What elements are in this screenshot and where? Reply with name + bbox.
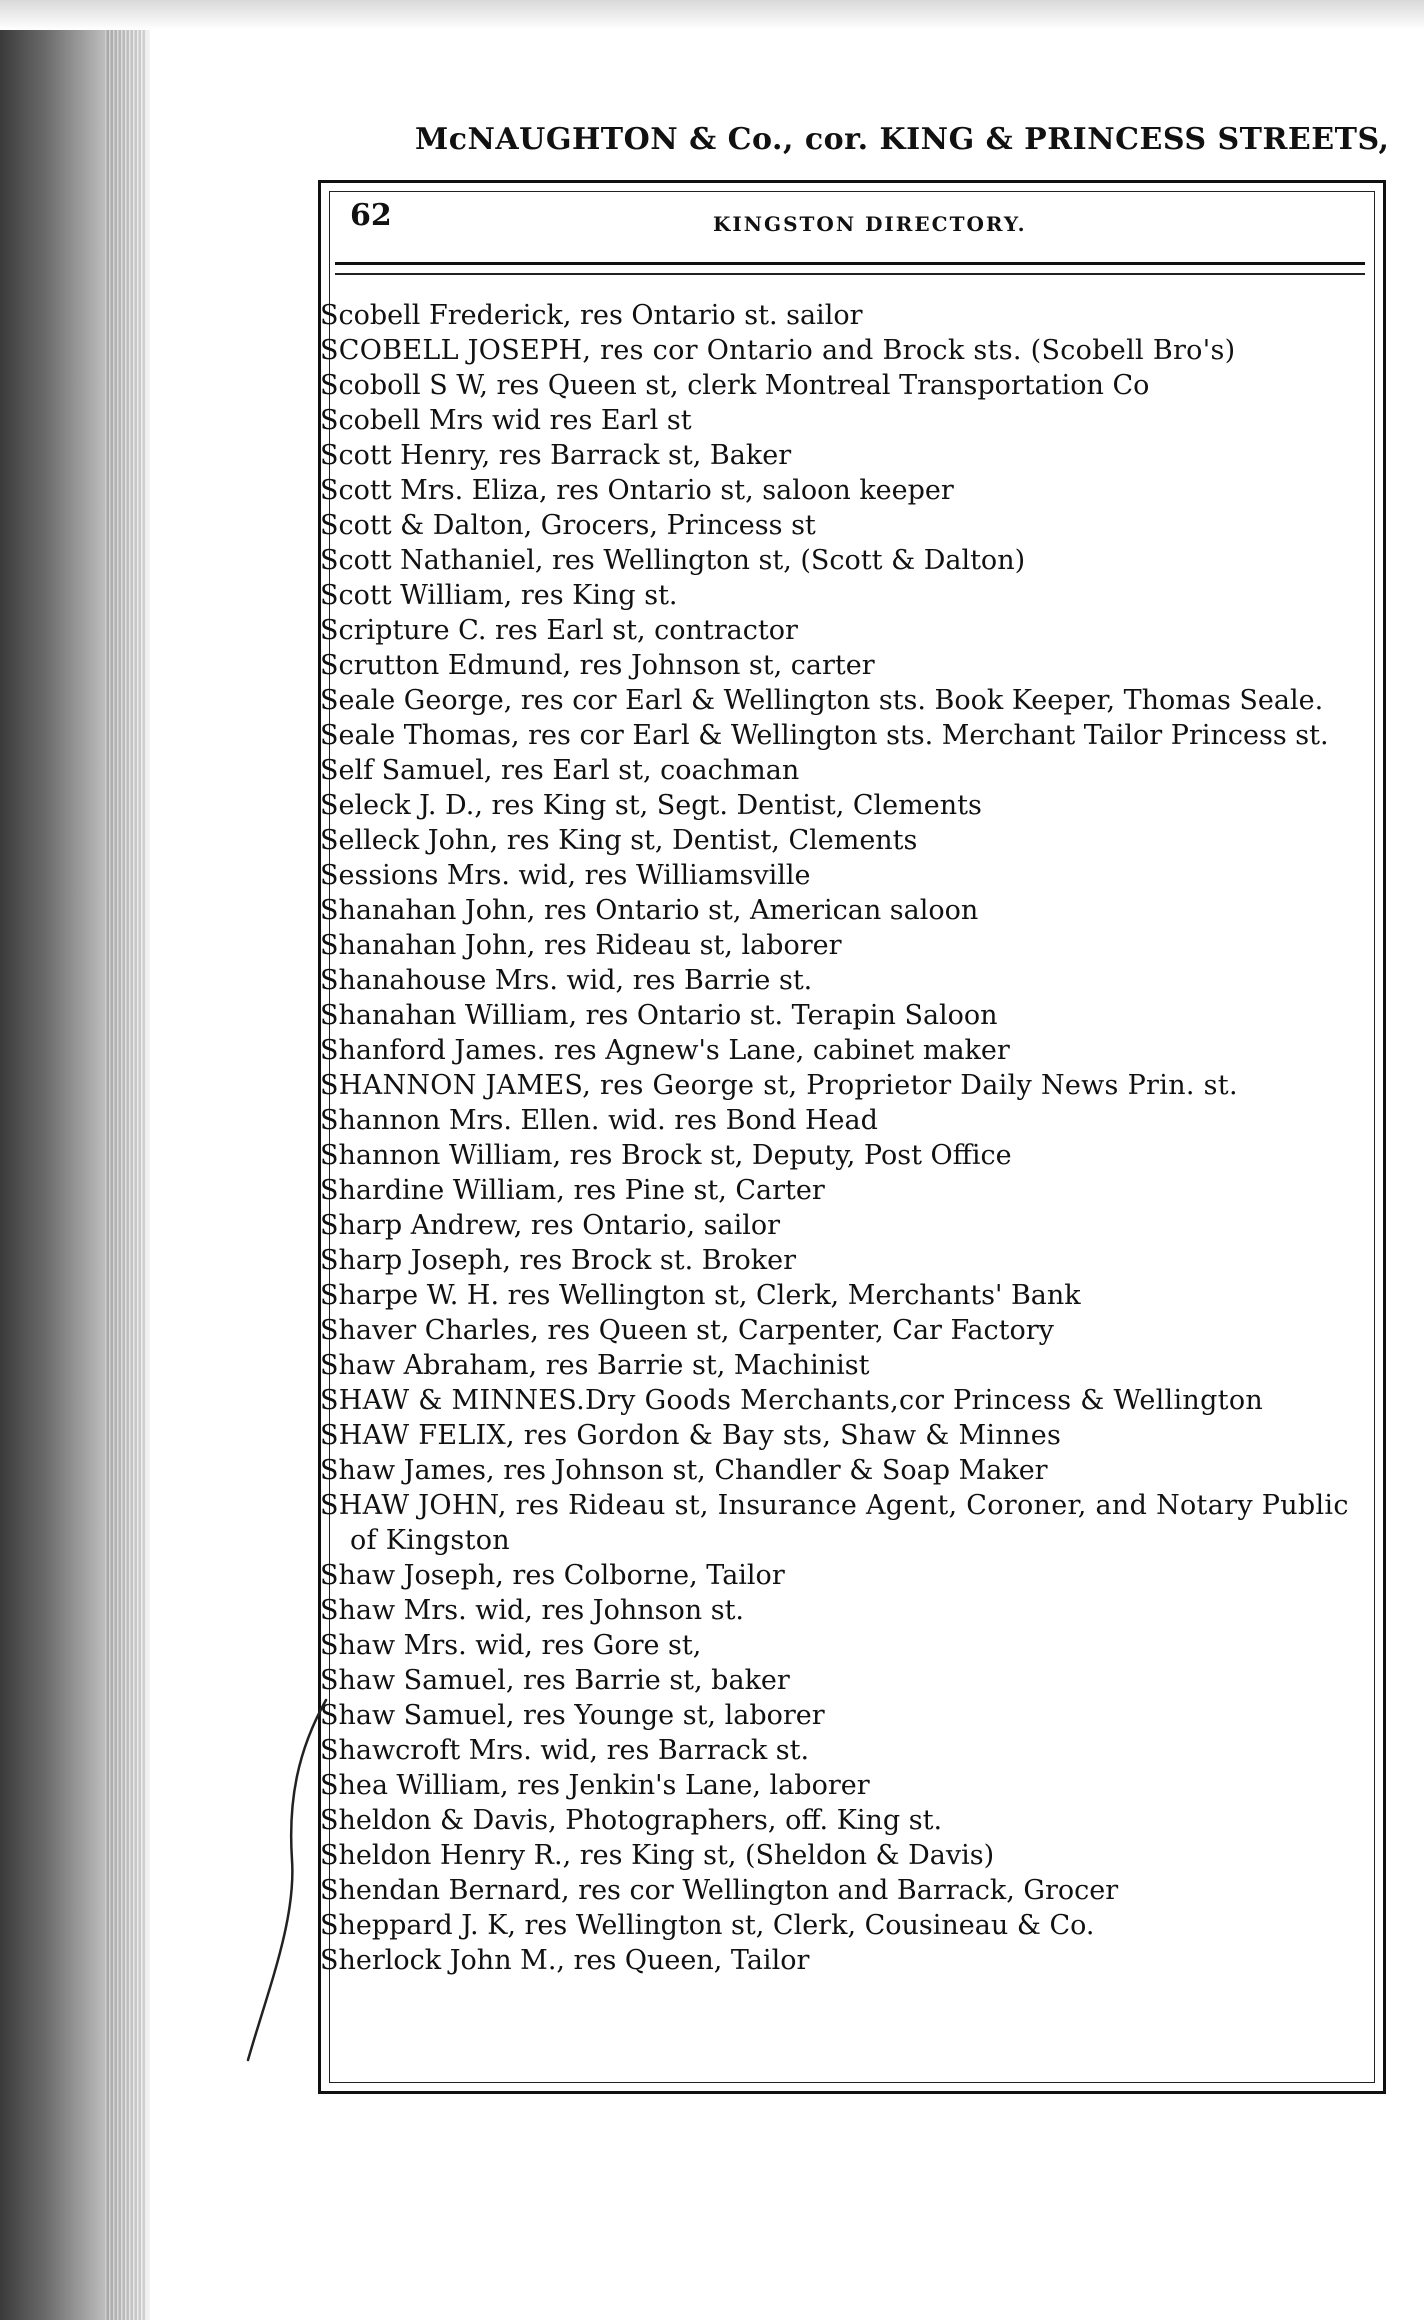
directory-entry: Scott Henry, res Barrack st, Baker (320, 440, 792, 471)
directory-entry: Selleck John, res King st, Dentist, Clements (320, 825, 918, 856)
directory-entry: Shanford James. res Agnew's Lane, cabinet maker (320, 1035, 1010, 1066)
directory-entry: Scobell Mrs wid res Earl st (320, 405, 692, 436)
directory-entries (320, 298, 1380, 1978)
directory-entry: Scott William, res King st. (320, 580, 678, 611)
directory-entry: Sharp Andrew, res Ontario, sailor (320, 1210, 781, 1241)
directory-entry: Scoboll S W, res Queen st, clerk Montreal Transportation Co (320, 370, 1150, 401)
directory-entry: Self Samuel, res Earl st, coachman (320, 755, 800, 786)
directory-entry: Scrutton Edmund, res Johnson st, carter (320, 650, 875, 681)
directory-entry: Scobell Frederick, res Ontario st. sailor (320, 300, 863, 331)
directory-entry: Seale Thomas, res cor Earl & Wellington sts. Merchant Tailor Princess st. (320, 720, 1329, 751)
directory-entry: SHAW & MINNES.Dry Goods Merchants,cor Princess & Wellington (320, 1385, 1264, 1416)
directory-entry: SHAW JOHN, res Rideau st, Insurance Agent, Coroner, and Notary Public of Kingston (320, 1490, 1349, 1556)
directory-entry: Sheppard J. K, res Wellington st, Clerk, Cousineau & Co. (320, 1910, 1095, 1941)
directory-entry: Shaw Samuel, res Younge st, laborer (320, 1700, 825, 1731)
page-title: KINGSTON DIRECTORY. (713, 212, 1027, 236)
directory-entry: Shannon William, res Brock st, Deputy, Post Office (320, 1140, 1012, 1171)
directory-entry: Shaw James, res Johnson st, Chandler & Soap Maker (320, 1455, 1048, 1486)
directory-entry: Shaw Mrs. wid, res Johnson st. (320, 1595, 744, 1626)
directory-entry: Shawcroft Mrs. wid, res Barrack st. (320, 1735, 810, 1766)
page-edge-lines (105, 0, 145, 2320)
directory-entry: Shaw Joseph, res Colborne, Tailor (320, 1560, 785, 1591)
directory-entry: Shendan Bernard, res cor Wellington and Barrack, Grocer (320, 1875, 1119, 1906)
directory-entry: Shaw Abraham, res Barrie st, Machinist (320, 1350, 870, 1381)
top-edge-shadow (0, 0, 1424, 30)
directory-entry: Shaver Charles, res Queen st, Carpenter, Car Factory (320, 1315, 1054, 1346)
directory-entry: Seale George, res cor Earl & Wellington sts. Book Keeper, Thomas Seale. (320, 685, 1324, 716)
directory-entry: Scripture C. res Earl st, contractor (320, 615, 798, 646)
directory-entry: Scott Mrs. Eliza, res Ontario st, saloon keeper (320, 475, 954, 506)
directory-entry: Sharpe W. H. res Wellington st, Clerk, Merchants' Bank (320, 1280, 1081, 1311)
directory-entry: SHAW FELIX, res Gordon & Bay sts, Shaw & Minnes (320, 1420, 1062, 1451)
directory-entry: SHANNON JAMES, res George st, Proprietor Daily News Prin. st. (320, 1070, 1238, 1101)
directory-entry: Shea William, res Jenkin's Lane, laborer (320, 1770, 870, 1801)
directory-entry: Sherlock John M., res Queen, Tailor (320, 1945, 810, 1976)
directory-entry: Scott Nathaniel, res Wellington st, (Scott & Dalton) (320, 545, 1026, 576)
directory-entry: Shanahan William, res Ontario st. Terapin Saloon (320, 1000, 998, 1031)
directory-entry: Shardine William, res Pine st, Carter (320, 1175, 825, 1206)
directory-entry: Sheldon & Davis, Photographers, off. King st. (320, 1805, 943, 1836)
directory-entry: Shaw Samuel, res Barrie st, baker (320, 1665, 790, 1696)
directory-entry: Sheldon Henry R., res King st, (Sheldon & Davis) (320, 1840, 995, 1871)
directory-entry: Shanahan John, res Rideau st, laborer (320, 930, 842, 961)
directory-entry: SCOBELL JOSEPH, res cor Ontario and Brock sts. (Scobell Bro's) (320, 335, 1236, 366)
directory-entry: Shannon Mrs. Ellen. wid. res Bond Head (320, 1105, 878, 1136)
directory-entry: Shanahan John, res Ontario st, American saloon (320, 895, 979, 926)
directory-entry: Shaw Mrs. wid, res Gore st, (320, 1630, 702, 1661)
handwritten-margin-mark (228, 1690, 348, 2070)
directory-entry: Scott & Dalton, Grocers, Princess st (320, 510, 816, 541)
header-rule-thick (335, 262, 1365, 265)
running-head: McNAUGHTON & Co., cor. KING & PRINCESS STREETS, (415, 122, 1390, 157)
page-number: 62 (350, 198, 392, 233)
directory-entry: Sharp Joseph, res Brock st. Broker (320, 1245, 797, 1276)
directory-entry: Sessions Mrs. wid, res Williamsville (320, 860, 811, 891)
directory-entry: Seleck J. D., res King st, Segt. Dentist, Clements (320, 790, 982, 821)
directory-entry: Shanahouse Mrs. wid, res Barrie st. (320, 965, 813, 996)
header-rule-thin (335, 273, 1365, 275)
